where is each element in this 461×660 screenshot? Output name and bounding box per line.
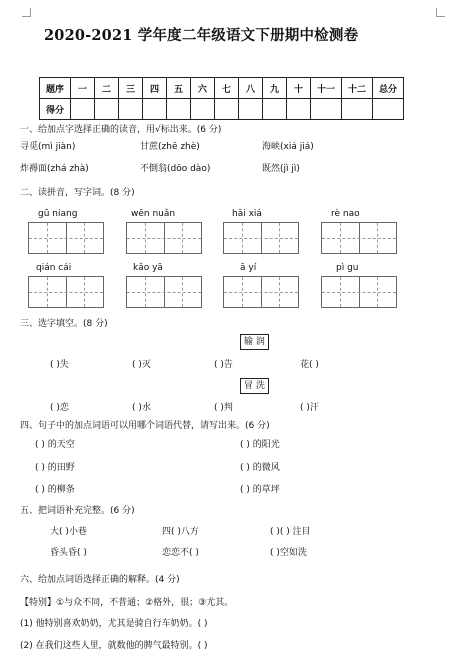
score-cell: 二 — [95, 78, 119, 99]
score-input-cell[interactable] — [215, 99, 239, 120]
fill-blank[interactable]: ( ) 的微风 — [240, 463, 280, 473]
score-cell: 七 — [215, 78, 239, 99]
fill-blank[interactable]: ( )水 — [132, 403, 151, 413]
crop-mark-top-left — [22, 8, 31, 17]
score-cell: 四 — [143, 78, 167, 99]
question-line[interactable]: (1) 他特别喜欢奶奶，尤其是骑自行车奶奶。( ) — [20, 619, 208, 629]
definition-line: 【特别】①与众不同，不普通；②格外，很；③尤其。 — [20, 598, 234, 608]
score-input-cell[interactable] — [191, 99, 215, 120]
pinyin-label: kǎo yā — [133, 263, 163, 273]
score-input-cell[interactable] — [311, 99, 342, 120]
word-choice-box: 冒 洗 — [240, 378, 269, 394]
pinyin-label: gū niang — [38, 209, 78, 219]
writing-grid[interactable] — [321, 276, 397, 308]
score-input-cell[interactable] — [239, 99, 263, 120]
score-cell: 一 — [71, 78, 95, 99]
section1-item[interactable]: 炸褥面(zhá zhà) — [20, 164, 89, 174]
fill-blank[interactable]: ( )判 — [214, 403, 233, 413]
fill-blank[interactable]: 昏头昏( ) — [50, 548, 87, 558]
score-input-cell[interactable] — [167, 99, 191, 120]
fill-blank[interactable]: 恋恋不( ) — [162, 548, 199, 558]
score-cell: 十一 — [311, 78, 342, 99]
score-input-cell[interactable] — [143, 99, 167, 120]
section2-heading: 二、读拼音，写字词。(8 分) — [20, 188, 135, 198]
fill-blank[interactable]: ( )灭 — [132, 360, 151, 370]
score-cell: 总分 — [373, 78, 404, 99]
crop-mark-top-right — [436, 8, 445, 17]
pinyin-label: hǎi xiá — [232, 209, 262, 219]
fill-blank[interactable]: ( )汗 — [300, 403, 319, 413]
score-input-cell[interactable] — [119, 99, 143, 120]
section4-heading: 四、句子中的加点词语可以用哪个词语代替，请写出来。(6 分) — [20, 421, 270, 431]
pinyin-label: wēn nuǎn — [131, 209, 176, 219]
score-table — [39, 77, 404, 120]
fill-blank[interactable]: 花( ) — [300, 360, 319, 370]
score-input-cell[interactable] — [373, 99, 404, 120]
writing-grid[interactable] — [28, 222, 104, 254]
section3-heading: 三、选字填空。(8 分) — [20, 319, 108, 329]
writing-grid[interactable] — [126, 276, 202, 308]
writing-grid[interactable] — [321, 222, 397, 254]
score-cell: 得分 — [40, 99, 71, 120]
writing-grid[interactable] — [28, 276, 104, 308]
page-title: 2020-2021 学年度二年级语文下册期中检测卷 — [44, 27, 359, 44]
score-header-row — [40, 78, 404, 99]
score-cell: 十二 — [342, 78, 373, 99]
score-cell: 八 — [239, 78, 263, 99]
pinyin-label: pì gu — [336, 263, 359, 273]
section1-item[interactable]: 寻觅(mì jiàn) — [20, 142, 76, 152]
score-value-row — [40, 99, 404, 120]
fill-blank[interactable]: ( )( ) 注目 — [270, 527, 311, 537]
writing-grid[interactable] — [126, 222, 202, 254]
section6-heading: 六、给加点词语选择正确的解释。(4 分) — [20, 575, 180, 585]
score-input-cell[interactable] — [342, 99, 373, 120]
section1-heading: 一、给加点字选择正确的读音，用√标出来。(6 分) — [20, 125, 222, 135]
score-input-cell[interactable] — [95, 99, 119, 120]
question-line[interactable]: (2) 在我们这些人里，就数他的脾气最特别。( ) — [20, 641, 208, 651]
fill-blank[interactable]: ( ) 的柳条 — [35, 485, 75, 495]
fill-blank[interactable]: ( ) 的草坪 — [240, 485, 280, 495]
fill-blank[interactable]: ( )告 — [214, 360, 233, 370]
score-cell: 题序 — [40, 78, 71, 99]
fill-blank[interactable]: ( )空如洗 — [270, 548, 307, 558]
score-cell: 九 — [263, 78, 287, 99]
fill-blank[interactable]: ( ) 的田野 — [35, 463, 75, 473]
word-choice-box: 输 润 — [240, 334, 269, 350]
section1-item[interactable]: 既然(jì jì) — [262, 164, 300, 174]
fill-blank[interactable]: 大( )小巷 — [50, 527, 87, 537]
writing-grid[interactable] — [223, 276, 299, 308]
fill-blank[interactable]: 四( )八方 — [162, 527, 199, 537]
score-input-cell[interactable] — [263, 99, 287, 120]
writing-grid[interactable] — [223, 222, 299, 254]
fill-blank[interactable]: ( ) 的阳光 — [240, 440, 280, 450]
pinyin-label: ā yí — [240, 263, 257, 273]
fill-blank[interactable]: ( )失 — [50, 360, 69, 370]
score-cell: 六 — [191, 78, 215, 99]
section1-item[interactable]: 海峡(xiá jiá) — [262, 142, 314, 152]
section5-heading: 五、把词语补充完整。(6 分) — [20, 506, 135, 516]
score-input-cell[interactable] — [71, 99, 95, 120]
fill-blank[interactable]: ( )恋 — [50, 403, 69, 413]
score-cell: 五 — [167, 78, 191, 99]
score-cell: 三 — [119, 78, 143, 99]
score-cell: 十 — [287, 78, 311, 99]
pinyin-label: rè nao — [331, 209, 360, 219]
fill-blank[interactable]: ( ) 的天空 — [35, 440, 75, 450]
pinyin-label: qián cái — [36, 263, 72, 273]
section1-item[interactable]: 不倒翁(dōo dào) — [140, 164, 211, 174]
section1-item[interactable]: 甘蔗(zhē zhè) — [140, 142, 200, 152]
score-input-cell[interactable] — [287, 99, 311, 120]
